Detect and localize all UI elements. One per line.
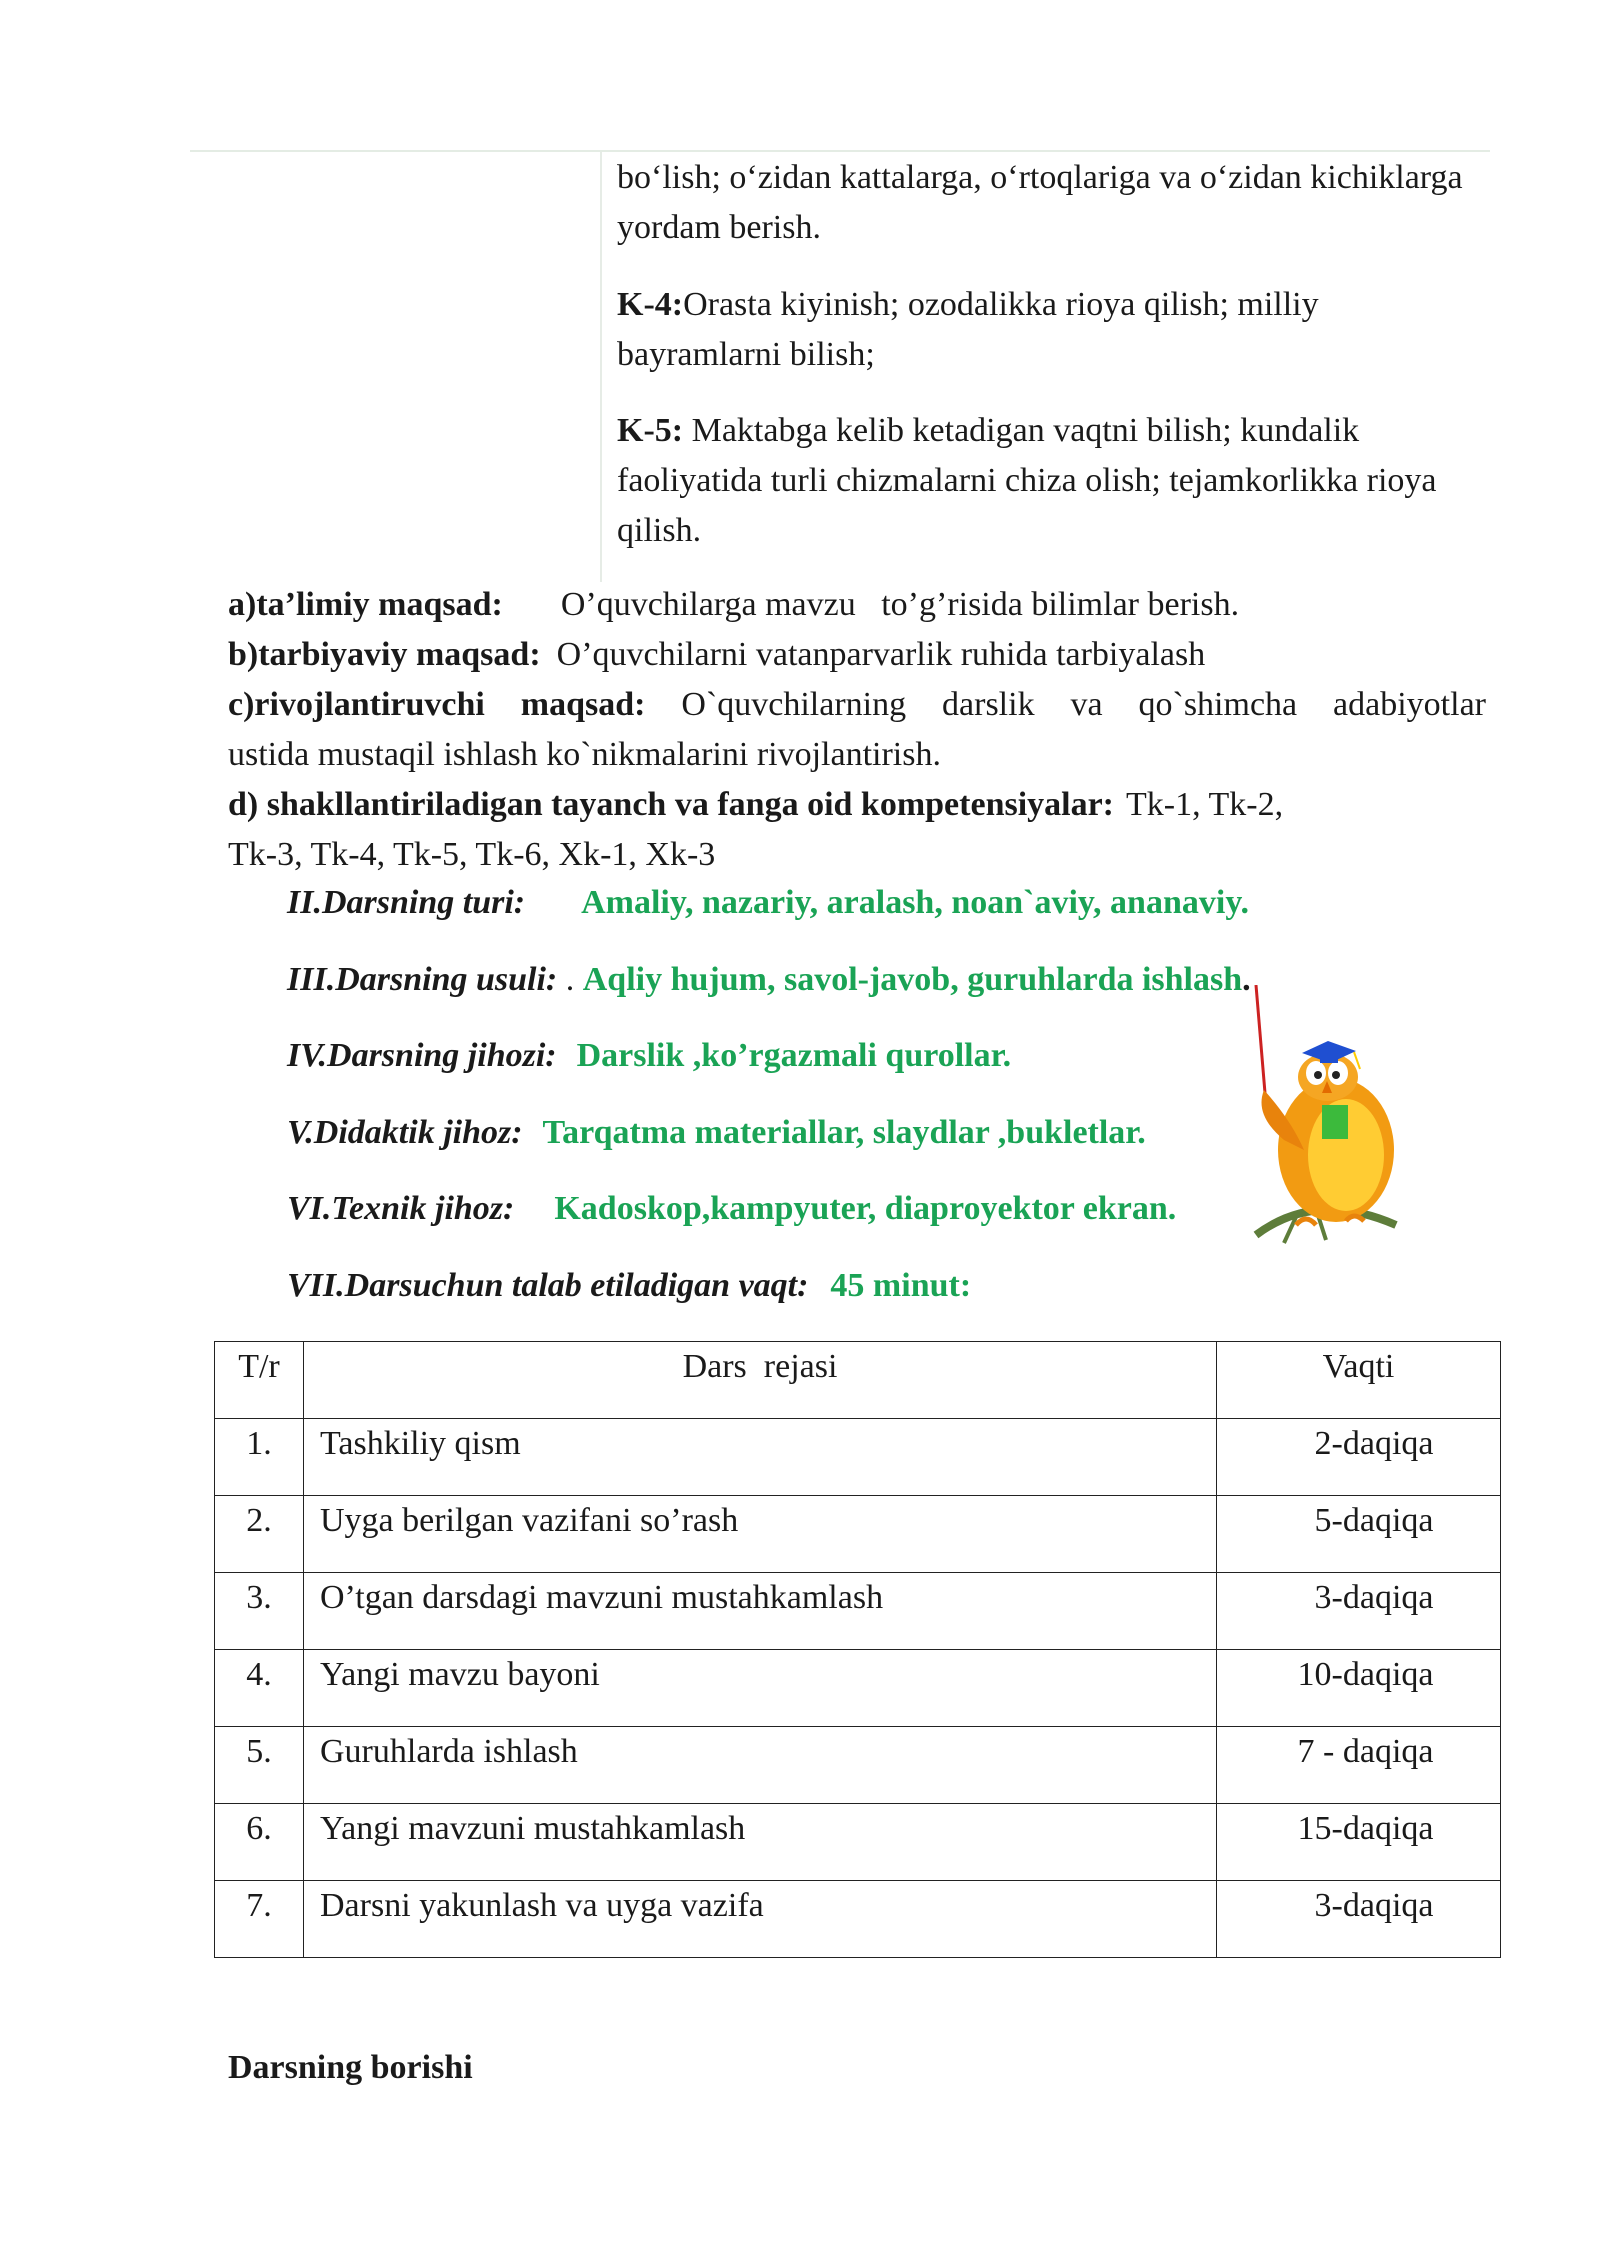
k5-text: Maktabga kelib ketadigan vaqtni bilish; kundalik faoliyatida turli chizmalarni chiza olish; tejamkorlikka rioya qilish. — [617, 412, 1437, 549]
k4-label: K-4: — [617, 286, 684, 323]
row-time-text: 10-daqiqa — [1297, 1656, 1434, 1693]
row-time-text: 2-daqiqa — [1314, 1425, 1434, 1462]
lesson-duration — [287, 1261, 971, 1311]
top-divider — [190, 150, 1490, 152]
lesson-equipment-value: Darslik ,ko’rgazmali qurollar. — [576, 1037, 1012, 1074]
table-row — [215, 1804, 1501, 1881]
k3-tail-text: bo‘lish; o‘zidan kattalarga, o‘rtoqlariga va o‘zidan kichiklarga yordam berish. — [617, 159, 1463, 246]
owl-teacher-illustration — [1236, 985, 1406, 1245]
row-item: Guruhlarda ishlash — [304, 1727, 1217, 1804]
row-time — [1217, 1650, 1501, 1727]
k5-paragraph — [617, 406, 1477, 556]
goal-b — [228, 630, 1486, 680]
row-time — [1217, 1496, 1501, 1573]
row-number: 1. — [215, 1419, 304, 1496]
row-time — [1217, 1804, 1501, 1881]
table-row — [215, 1419, 1501, 1496]
header-plan: Dars rejasi — [304, 1342, 1217, 1419]
goal-a-label: a)ta’limiy maqsad: — [228, 586, 503, 623]
row-time-text: 5-daqiqa — [1314, 1502, 1434, 1539]
section-heading: Darsning borishi — [228, 2049, 473, 2086]
technical-equipment-value: Kadoskop,kampyuter, diaproyektor ekran. — [554, 1190, 1177, 1227]
row-time — [1217, 1419, 1501, 1496]
table-header-row — [215, 1342, 1501, 1419]
table-row — [215, 1727, 1501, 1804]
technical-equipment-label: VI.Texnik jihoz: — [287, 1190, 515, 1227]
column-divider — [600, 152, 602, 582]
goal-d-label: d) shakllantiriladigan tayanch va fanga oid kompetensiyalar: — [228, 786, 1115, 823]
header-number: T/r — [215, 1342, 304, 1419]
goal-c-line2 — [228, 730, 1486, 780]
row-item: Darsni yakunlash va uyga vazifa — [304, 1881, 1217, 1958]
lesson-equipment-label: IV.Darsning jihozi: — [287, 1037, 557, 1074]
lesson-equipment — [287, 1031, 1011, 1081]
didactic-equipment-value: Tarqatma materiallar, slaydlar ,bukletlar. — [542, 1114, 1146, 1151]
lesson-type-label: II.Darsning turi: — [287, 884, 526, 921]
row-item: O’tgan darsdagi mavzuni mustahkamlash — [304, 1573, 1217, 1650]
lesson-method-sep: . — [557, 961, 583, 998]
row-item: Yangi mavzuni mustahkamlash — [304, 1804, 1217, 1881]
row-number: 7. — [215, 1881, 304, 1958]
lesson-duration-label: VII.Darsuchun talab etiladigan vaqt: — [287, 1267, 809, 1304]
lesson-type-value: Amaliy, nazariy, aralash, noan`aviy, ananaviy. — [581, 884, 1249, 921]
row-time-text: 3-daqiqa — [1314, 1579, 1434, 1616]
row-number: 6. — [215, 1804, 304, 1881]
row-time — [1217, 1727, 1501, 1804]
k4-paragraph — [617, 280, 1477, 380]
goal-d-text-2: Tk-3, Tk-4, Tk-5, Tk-6, Xk-1, Xk-3 — [228, 836, 716, 873]
row-number: 2. — [215, 1496, 304, 1573]
goal-a-text: O’quvchilarga mavzu to’g’risida bilimlar berish. — [560, 586, 1240, 623]
goal-a — [228, 580, 1486, 630]
row-time — [1217, 1573, 1501, 1650]
table-row — [215, 1650, 1501, 1727]
goal-c-text-1: O`quvchilarning darslik va qo`shimcha adabiyotlar — [681, 686, 1486, 723]
lesson-method — [287, 955, 1251, 1005]
lesson-goals — [228, 580, 1486, 880]
row-number: 4. — [215, 1650, 304, 1727]
row-time-text: 15-daqiqa — [1297, 1810, 1434, 1847]
lesson-method-label: III.Darsning usuli: — [287, 961, 558, 998]
row-number: 5. — [215, 1727, 304, 1804]
k3-continuation — [617, 153, 1477, 253]
row-time-text: 3-daqiqa — [1314, 1887, 1434, 1924]
goal-c-label: c)rivojlantiruvchi maqsad: — [228, 686, 646, 723]
lesson-type — [287, 878, 1249, 928]
goal-c-line1 — [228, 680, 1486, 730]
row-number: 3. — [215, 1573, 304, 1650]
didactic-equipment-label: V.Didaktik jihoz: — [287, 1114, 523, 1151]
k5-label: K-5: — [617, 412, 684, 449]
didactic-equipment — [287, 1108, 1146, 1158]
row-item: Tashkiliy qism — [304, 1419, 1217, 1496]
row-time — [1217, 1881, 1501, 1958]
table-row — [215, 1881, 1501, 1958]
table-row — [215, 1573, 1501, 1650]
row-time-text: 7 - daqiqa — [1297, 1733, 1434, 1770]
goal-c-text-2: ustida mustaqil ishlash ko`nikmalarini rivojlantirish. — [228, 736, 941, 773]
header-time: Vaqti — [1217, 1342, 1501, 1419]
goal-b-text: O’quvchilarni vatanparvarlik ruhida tarbiyalash — [556, 636, 1206, 673]
goal-b-label: b)tarbiyaviy maqsad: — [228, 636, 541, 673]
lesson-method-end: . — [1242, 961, 1251, 998]
lesson-method-value: Aqliy hujum, savol-javob, guruhlarda ishlash — [582, 961, 1243, 998]
lesson-duration-value: 45 minut: — [830, 1267, 972, 1304]
k4-text: Orasta kiyinish; ozodalikka rioya qilish; milliy bayramlarni bilish; — [617, 286, 1319, 373]
technical-equipment — [287, 1184, 1176, 1234]
row-item: Yangi mavzu bayoni — [304, 1650, 1217, 1727]
lesson-plan-table — [214, 1341, 1501, 1958]
goal-d-line2 — [228, 830, 1486, 880]
table-row — [215, 1496, 1501, 1573]
row-item: Uyga berilgan vazifani so’rash — [304, 1496, 1217, 1573]
goal-d-text-1: Tk-1, Tk-2, — [1126, 786, 1284, 823]
goal-d-line1 — [228, 780, 1486, 830]
